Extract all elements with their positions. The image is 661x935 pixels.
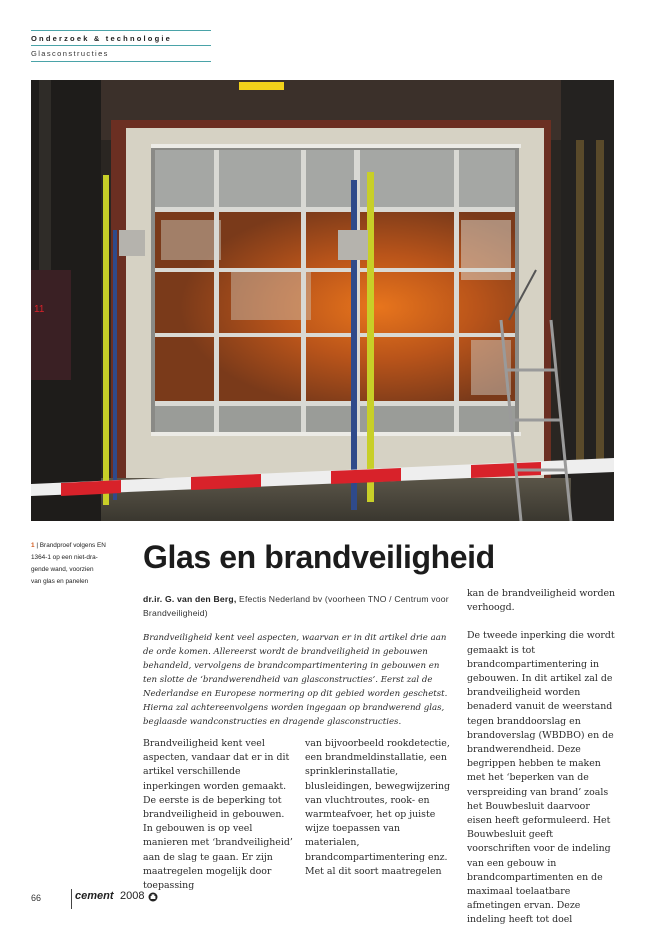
body-paragraph: kan de brandveiligheid worden verhoogd. bbox=[467, 588, 616, 614]
magazine-year: 2008 bbox=[120, 890, 145, 902]
author-name: dr.ir. G. van den Berg, bbox=[143, 594, 237, 604]
photo-sign-text: 11 bbox=[34, 304, 45, 315]
figure-caption bbox=[31, 540, 139, 588]
body-column-1 bbox=[143, 737, 293, 893]
running-header bbox=[31, 30, 211, 62]
body-column-2 bbox=[305, 737, 455, 879]
body-column-3 bbox=[467, 587, 617, 928]
byline bbox=[143, 593, 455, 620]
caption-line: gende wand, voorzien bbox=[31, 566, 94, 573]
footer-divider bbox=[71, 889, 72, 909]
section-label: Onderzoek & technologie bbox=[31, 34, 173, 43]
body-paragraph: De tweede inperking die wordt gemaakt is tot brandcompartimentering in gebouwen. In dit artikel zal de brandveiligheid worden benaderd vanuit de weerstand tegen branddoorslag en brandoverslag (WBDBO) en de brandwerendheid. Deze begrippen hebben te maken met het ‘beperken van de verspreiding van brand’ zoals het Bouwbesluit daarvoor eisen heeft geformuleerd. Het Bouwbesluit geeft voorschriften voor de indeling van een gebouw in brandcompartimenten en de maximaal toelaatbare afmetingen ervan. Deze indeling heeft tot doel bbox=[467, 630, 615, 926]
header-rule-bottom bbox=[31, 61, 211, 62]
caption-line: van glas en panelen bbox=[31, 578, 89, 585]
caption-line: Brandproef volgens EN bbox=[39, 542, 106, 549]
intro-paragraph: Brandveiligheid kent veel aspecten, waarvan er in dit artikel drie aan de orde komen. Allereerst wordt de brandveiligheid in gebouwen behandeld, vervolgens de brandcompartimentering in gebouwen en ten slotte de ‘brandwerendheid van glasconstructies’. Eerst zal de Nederlandse en Europese normering op dit gebied worden geschetst. Hierna zal achtereenvolgens worden ingegaan op brandwerend glas, beglaasde wandconstructies en dragende glasconstructies. bbox=[143, 633, 448, 727]
caption-separator: | bbox=[36, 542, 39, 549]
header-rule-middle bbox=[31, 45, 211, 46]
header-rule-top bbox=[31, 30, 211, 31]
publisher-logo-icon bbox=[148, 892, 158, 902]
subsection-label: Glasconstructies bbox=[31, 49, 109, 58]
body-paragraph: van bijvoorbeeld rookdetectie, een brandmeldinstallatie, een sprinklerinstallatie, blusleidingen, bewegwijzering van vluchtroutes, rook- en warmteafvoer, het op juiste wijze toepassen van materialen, brandcompartimentering enz. Met al dit soort maatregelen bbox=[305, 738, 451, 877]
caption-line: 1364-1 op een niet-dra- bbox=[31, 554, 98, 561]
fire-test-photo bbox=[31, 80, 614, 521]
caption-number: 1 bbox=[31, 542, 35, 549]
body-paragraph: Brandveiligheid kent veel aspecten, vandaar dat er in dit artikel verschillende inperkingen worden gemaakt. De eerste is de beperking tot brandveiligheid in gebouwen. In gebouwen is op veel manieren met ‘brandveiligheid’ aan de slag te gaan. Er zijn maatregelen mogelijk door toepassing bbox=[143, 738, 293, 892]
author-affiliation: Efectis Nederland bv (voorheen TNO / Centrum voor Brandveiligheid) bbox=[143, 594, 449, 618]
article-title: Glas en brandveiligheid bbox=[143, 539, 495, 575]
magazine-name: cement bbox=[75, 890, 114, 902]
page-number: 66 bbox=[31, 893, 42, 903]
